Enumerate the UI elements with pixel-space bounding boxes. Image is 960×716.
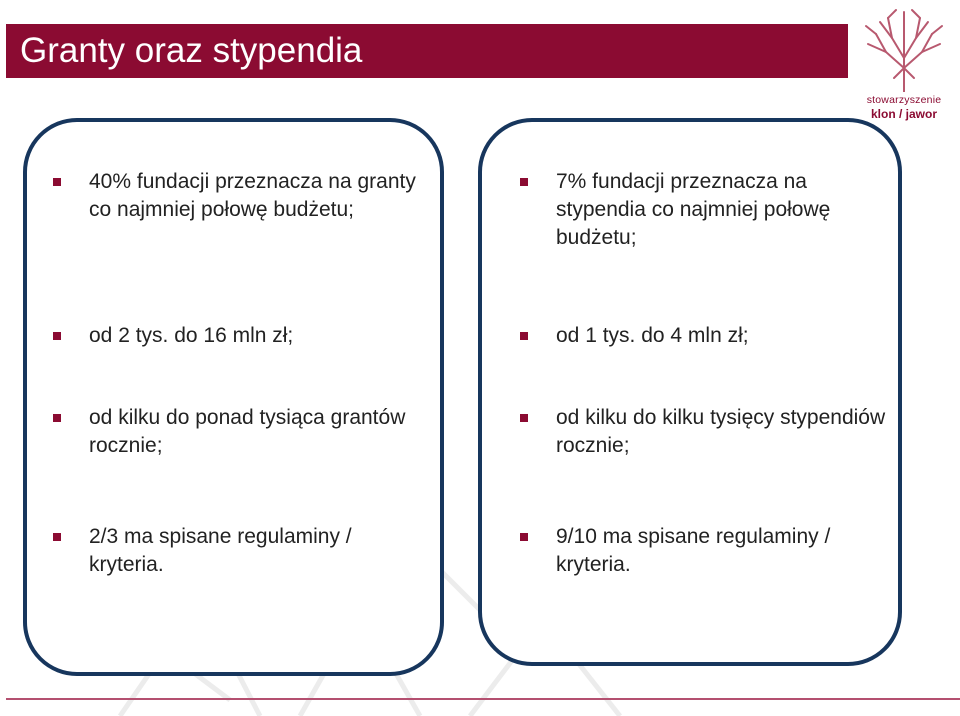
list-item: [53, 322, 423, 350]
list-item-text: 2/3 ma spisane regulaminy / kryteria.: [89, 525, 352, 576]
square-bullet-icon: [53, 414, 61, 422]
square-bullet-icon: [53, 178, 61, 186]
list-item-text: od 2 tys. do 16 mln zł;: [89, 324, 294, 347]
scholarships-card: [478, 118, 902, 666]
logo: [848, 0, 960, 130]
footer-divider: [6, 698, 960, 700]
tree-logo-icon: [858, 8, 950, 92]
square-bullet-icon: [520, 414, 528, 422]
list-item-text: od kilku do kilku tysięcy stypendiów rocznie;: [556, 406, 886, 457]
list-item-text: 7% fundacji przeznacza na stypendia co najmniej połowę budżetu;: [556, 170, 831, 249]
list-item: [53, 168, 423, 224]
logo-text-line2: klon / jawor: [870, 107, 937, 121]
list-item: [53, 523, 423, 579]
square-bullet-icon: [520, 178, 528, 186]
list-item-text: 40% fundacji przeznacza na granty co najmniej połowę budżetu;: [89, 170, 416, 221]
list-item: [520, 404, 892, 460]
square-bullet-icon: [520, 332, 528, 340]
list-item-text: 9/10 ma spisane regulaminy / kryteria.: [556, 525, 831, 576]
logo-text-line1: stowarzyszenie: [866, 94, 942, 106]
square-bullet-icon: [520, 533, 528, 541]
page-title: Granty oraz stypendia: [20, 31, 363, 70]
square-bullet-icon: [53, 332, 61, 340]
list-item: [53, 404, 423, 460]
list-item: [520, 523, 892, 579]
square-bullet-icon: [53, 533, 61, 541]
list-item: [520, 168, 892, 252]
list-item: [520, 322, 892, 350]
title-bar: [6, 24, 960, 78]
list-item-text: od kilku do ponad tysiąca grantów rocznie;: [89, 406, 406, 457]
list-item-text: od 1 tys. do 4 mln zł;: [556, 324, 749, 347]
grants-card: [23, 118, 444, 676]
